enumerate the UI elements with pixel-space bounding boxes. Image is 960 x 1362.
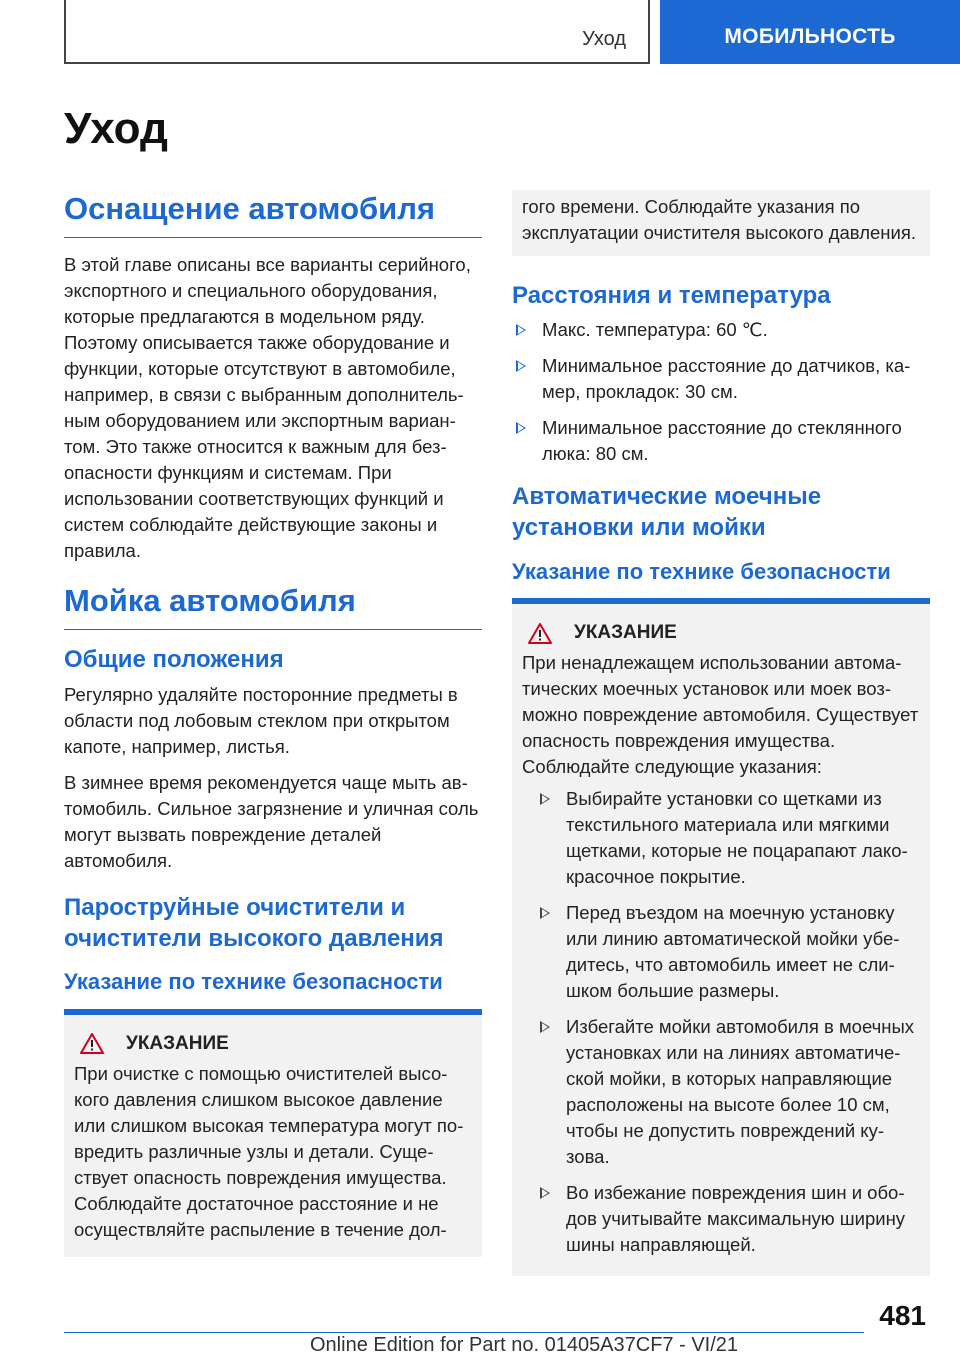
heading-car-wash: Мойка автомобиля <box>64 582 482 630</box>
list-item: Выбирайте установки со щетками из текстильного материала или мягкими щетками, которые не поцарапают лакокрасочное покрытие. <box>522 786 920 890</box>
warning-text-continued: гого времени. Соблюдайте указания по эксплуатации очистителя высокого давления. <box>522 196 917 243</box>
warning-label: УКАЗАНИЕ <box>574 622 677 644</box>
general-paragraph-1: Регулярно удаляйте посторонние предметы в области под лобовым стеклом при открытом капоте, например, листья. <box>64 683 458 757</box>
list-item: Избегайте мойки автомобиля в моечных установках или на линиях автоматической мойки, в которых направляющие расположены на высоте более 10 см, чтобы не допустить повреждений кузова. <box>522 1014 920 1170</box>
list-item: Во избежание повреждения шин и ободов учитывайте максимальную ширину шины направляющей. <box>522 1180 920 1258</box>
warning-triangle-icon <box>80 1033 104 1054</box>
page-number: 481 <box>879 1300 926 1331</box>
left-column <box>64 190 482 1257</box>
list-item: Перед въездом на моечную установку или линию автоматической мойки убедитесь, что автомобиль имеет не слишком большие размеры. <box>522 900 920 1004</box>
page-title: Уход <box>64 104 168 153</box>
warning-list <box>522 786 920 1258</box>
heading-equipment: Оснащение автомобиля <box>64 190 482 238</box>
right-column <box>512 190 930 1276</box>
list-item: Минимальное расстояние до датчиков, камер, прокладок: 30 см. <box>512 353 930 405</box>
triangle-bullet-icon <box>540 907 550 919</box>
triangle-bullet-icon <box>540 1021 550 1033</box>
equipment-text: В этой главе описаны все варианты серийного, экспортного и специального оборудования, которые предлагаются в модельном ряду. Поэтому описывается также оборудование и функции, которые отсутствуют в автомобиле, например, в связи с выбранным дополнительным оборудованием или экспортным вариантом. Это также относится к важным для безопасности функциям и системам. При использовании соответствующих функций и систем соблюдайте действующие законы и правила. <box>64 254 471 562</box>
footer-edition: Online Edition for Part no. 01405A37CF7 - VI/21 <box>310 1334 739 1356</box>
distance-list <box>512 317 930 467</box>
warning-label: УКАЗАНИЕ <box>126 1032 229 1054</box>
heading-steam-cleaners: Пароструйные очистители и очистители высокого давления <box>64 893 444 952</box>
triangle-bullet-icon <box>516 324 526 336</box>
general-paragraph-2: В зимнее время рекомендуется чаще мыть автомобиль. Сильное загрязнение и уличная соль могут вызвать повреждение деталей автомобиля. <box>64 771 479 871</box>
list-item: Минимальное расстояние до стеклянного люка: 80 см. <box>512 415 930 467</box>
heading-automatic-wash: Автоматические моечные установки или мойки <box>512 483 822 542</box>
warning-box-right <box>512 598 930 1276</box>
triangle-bullet-icon <box>540 1187 550 1199</box>
warning-box-left <box>64 1009 482 1257</box>
warning-header <box>522 622 920 644</box>
warning-box-continued <box>512 190 930 256</box>
heading-safety-right: Указание по технике безопасности <box>512 558 891 584</box>
warning-triangle-icon <box>528 623 552 644</box>
header-section-box <box>64 0 650 64</box>
header-section-label: Уход <box>582 28 626 50</box>
warning-text: При ненадлежащем использовании автоматических моечных установок или моек возможно повреждение автомобиля. Существует опасность повреждения имущества. Соблюдайте следующие указания: <box>522 652 919 778</box>
list-item: Макс. температура: 60 ℃. <box>512 317 930 343</box>
warning-text: При очистке с помощью очистителей высокого давления слишком высокое давление или слишком высокая температура могут повредить различные узлы и детали. Существует опасность повреждения имущества. Соблюдайте достаточное расстояние и не осуществляйте распыление в течение дол- <box>74 1062 464 1240</box>
warning-header <box>74 1033 472 1055</box>
heading-general: Общие положения <box>64 646 284 674</box>
heading-distances: Расстояния и температура <box>512 282 831 309</box>
triangle-bullet-icon <box>516 360 526 372</box>
triangle-bullet-icon <box>516 422 526 434</box>
triangle-bullet-icon <box>540 793 550 805</box>
heading-safety-left: Указание по технике безопасности <box>64 968 443 994</box>
header-chapter-tab[interactable]: МОБИЛЬНОСТЬ <box>660 0 960 64</box>
footer-divider <box>64 1332 864 1333</box>
